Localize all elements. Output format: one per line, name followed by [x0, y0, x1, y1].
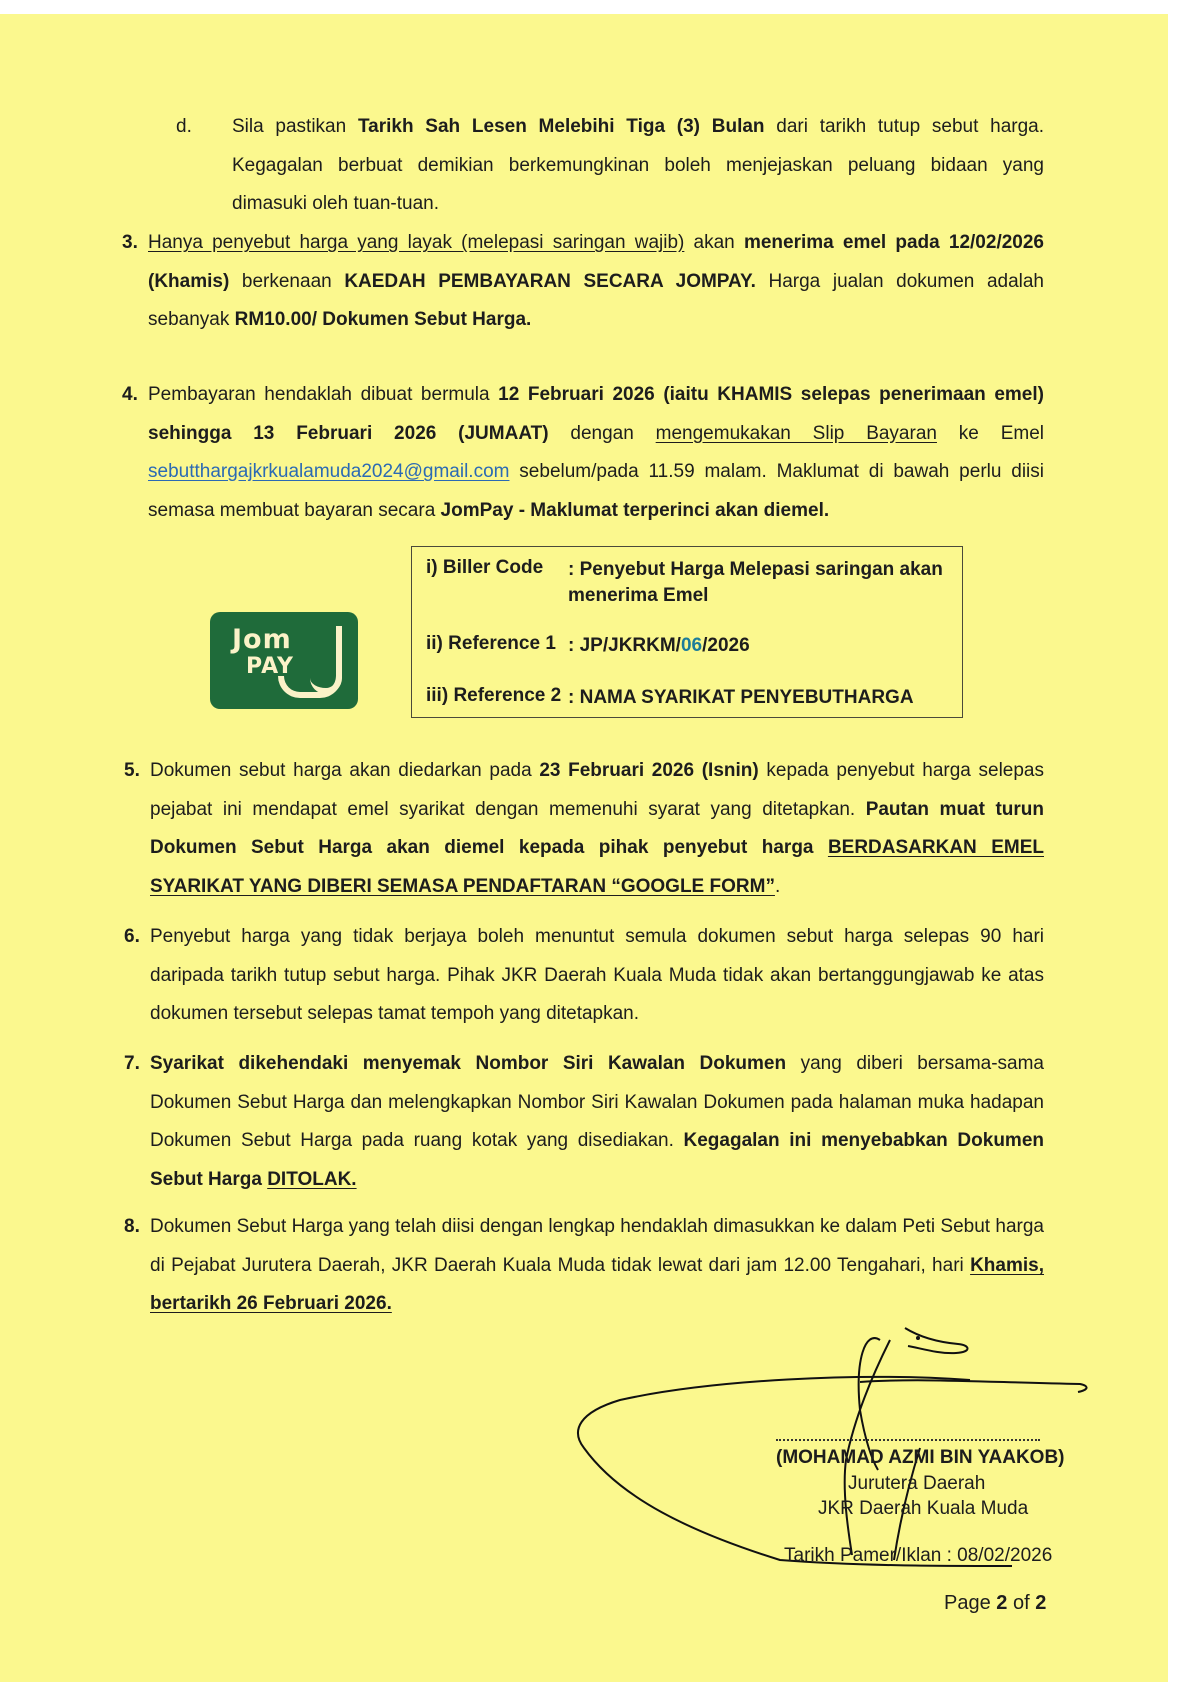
page-number-prefix: Page: [944, 1592, 997, 1614]
item-7-bold-1: Syarikat dikehendaki menyemak Nombor Siri Kawalan Dokumen: [150, 1053, 787, 1074]
page-number-current: 2: [996, 1592, 1008, 1614]
reference-1-highlight: 06: [680, 635, 703, 656]
signatory-name: (MOHAMAD AZMI BIN YAAKOB): [776, 1447, 1065, 1468]
item-8-bold-underline-1: Khamis, bertarikh 26 Februari 2026.: [150, 1254, 1044, 1314]
item-7-number: 7.: [124, 1053, 140, 1074]
item-3-underline-1: Hanya penyebut harga yang layak (melepasi saringan wajib): [148, 232, 685, 253]
jompay-logo: [210, 612, 358, 709]
item-4: [122, 376, 1044, 530]
signatory-office: JKR Daerah Kuala Muda: [818, 1498, 1029, 1519]
item-3-bold-3: RM10.00/ Dokumen Sebut Harga.: [234, 309, 532, 330]
item-3-text-1: akan: [684, 232, 744, 253]
item-4-text-1: Pembayaran hendaklah dibuat bermula: [148, 384, 499, 405]
jompay-j-curve-icon: [278, 676, 342, 698]
biller-row-label: iii) Reference 2: [426, 685, 562, 706]
item-5-bold-1: 23 Februari 2026 (Isnin): [539, 760, 759, 781]
biller-row-value: : Penyebut Harga Melepasi saringan akan menerima Emel: [568, 559, 943, 606]
item-3-number: 3.: [122, 232, 138, 253]
item-5-bold-2: Pautan muat turun Dokumen Sebut Harga akan diemel kepada pihak penyebut harga: [150, 798, 1045, 858]
item-d-text-2: dari tarikh tutup sebut harga. Kegagalan berbuat demikian berkemungkinan boleh menjejaskan peluang bidaan yang dimasuki oleh tuan-tuan.: [232, 116, 1044, 214]
item-3: [122, 224, 1044, 340]
item-8-number: 8.: [124, 1216, 140, 1237]
item-d-text-1: Sila pastikan: [232, 116, 358, 137]
item-8-text-1: Dokumen Sebut Harga yang telah diisi dengan lengkap hendaklah dimasukkan ke dalam Peti Sebut harga di Pejabat Jurutera Daerah, JKR Daerah Kuala Muda tidak lewat dari jam 12.00 Tengahari, hari: [150, 1216, 1044, 1276]
item-4-text-3: ke Emel: [936, 422, 1044, 444]
handwritten-signature: [560, 1320, 1100, 1570]
item-3-bold-1: menerima emel pada 12/02/2026 (Khamis): [148, 232, 1044, 292]
item-4-underline-1: mengemukakan Slip Bayaran: [655, 422, 937, 444]
item-5-text-3: .: [774, 875, 781, 897]
item-7-bold-2: Kegagalan ini menyebabkan Dokumen Sebut Harga: [150, 1130, 1044, 1190]
biller-info-box: [411, 546, 963, 718]
item-5-text-2: kepada penyebut harga selepas pejabat ini mendapat emel syarikat dengan memenuhi syarat yang ditetapkan.: [150, 760, 1045, 820]
item-7-bold-underline-1: DITOLAK.: [267, 1168, 357, 1190]
item-5-text-1: Dokumen sebut harga akan diedarkan pada: [150, 760, 540, 781]
item-5: [124, 752, 1045, 906]
item-6-number: 6.: [124, 926, 140, 947]
page-number-of: of: [1007, 1592, 1036, 1614]
item-6: [124, 918, 1044, 1034]
biller-row-value: [568, 633, 948, 659]
item-4-number: 4.: [122, 384, 138, 405]
notice-date: Tarikh Pamer/Iklan : 08/02/2026: [784, 1545, 1053, 1566]
item-7-text-1: yang diberi bersama-sama Dokumen Sebut Harga dan melengkapkan Nombor Siri Kawalan Dokumen pada halaman muka hadapan Dokumen Sebut Harga pada ruang kotak yang disediakan.: [150, 1053, 1044, 1151]
item-3-bold-2: KAEDAH PEMBAYARAN SECARA JOMPAY.: [344, 270, 756, 292]
signatory-title: Jurutera Daerah: [848, 1473, 986, 1494]
item-7: [124, 1045, 1044, 1199]
item-d: [176, 108, 1044, 224]
page-number-total: 2: [1035, 1592, 1047, 1614]
item-3-text-2: berkenaan: [229, 270, 345, 292]
reference-1-suffix: /2026: [702, 635, 750, 656]
biller-row-label: ii) Reference 1: [426, 633, 556, 654]
email-link[interactable]: sebutthargajkrkualamuda2024@gmail.com: [148, 461, 510, 482]
item-4-text-4: sebelum/pada 11.59 malam. Maklumat di bawah perlu diisi semasa membuat bayaran secara: [148, 461, 1044, 521]
item-4-text-2: dengan: [548, 422, 656, 444]
signature-dotted-line: [776, 1439, 1040, 1441]
item-4-bold-2: JomPay - Maklumat terperinci akan diemel.: [440, 499, 830, 521]
item-4-bold-1: 12 Februari 2026 (iaitu KHAMIS selepas penerimaan emel) sehingga 13 Februari 2026 (JUMAAT): [148, 384, 1044, 444]
jompay-logo-pay: PAY: [246, 654, 294, 679]
item-d-letter: d.: [176, 116, 192, 137]
biller-row-label: i) Biller Code: [426, 557, 544, 578]
item-5-number: 5.: [124, 760, 140, 781]
item-3-text-3: Harga jualan dokumen adalah sebanyak: [148, 270, 1044, 330]
item-d-bold-1: Tarikh Sah Lesen Melebihi Tiga (3) Bulan: [357, 116, 765, 137]
item-5-bold-underline-1: BERDASARKAN EMEL SYARIKAT YANG DIBERI SEMASA PENDAFTARAN “GOOGLE FORM”: [150, 837, 1044, 897]
item-6-text-1: Penyebut harga yang tidak berjaya boleh menuntut semula dokumen sebut harga selepas 90 hari daripada tarikh tutup sebut harga. Pihak JKR Daerah Kuala Muda tidak akan bertanggungjawab ke atas dokumen tersebut selepas tamat tempoh yang ditetapkan.: [150, 926, 1044, 1024]
reference-1-prefix: : JP/JKRKM/: [568, 635, 681, 656]
jompay-logo-jom: Jom: [232, 624, 292, 655]
page-number: [944, 1592, 1046, 1615]
biller-row-value: : NAMA SYARIKAT PENYEBUTHARGA: [568, 687, 914, 708]
item-8: [124, 1208, 1044, 1324]
